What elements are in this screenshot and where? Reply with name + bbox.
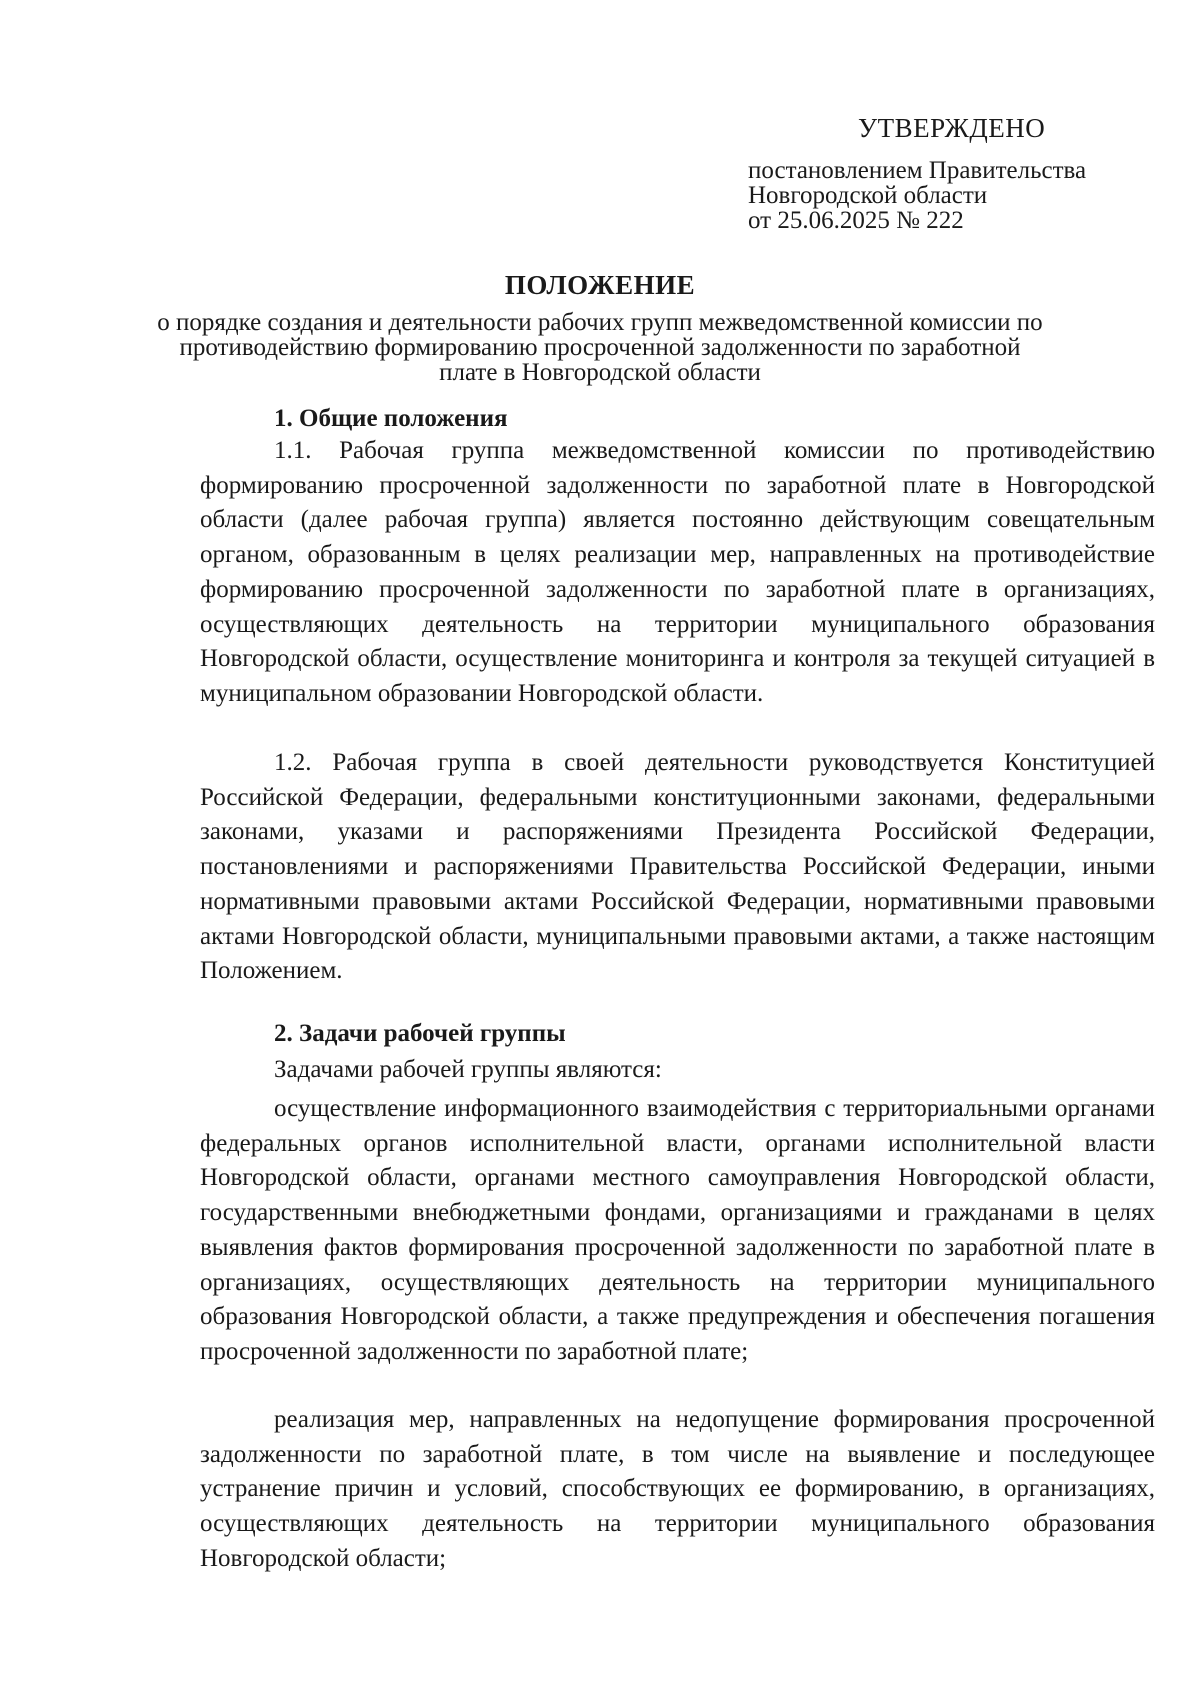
paragraph-1-1: 1.1. Рабочая группа межведомственной комиссии по противодействию формированию просроченной задолженности по заработной плате в Новгородской области (далее рабочая группа) является постоянно действующим совещательным органом, образованным в целях реализации мер, направленных на противодействие формированию просроченной задолженности по заработной плате в организациях, осуществляющих деятельность на территории муниципального образования Новгородской области, осуществление мониторинга и контроля за текущей ситуацией в муниципальном образовании Новгородской области. bbox=[200, 437, 1155, 707]
approval-line-3: от 25.06.2025 № 222 bbox=[748, 207, 964, 234]
approval-line-2: Новгородской области bbox=[748, 182, 988, 209]
document-title: ПОЛОЖЕНИЕ bbox=[504, 270, 696, 300]
approval-line-1: постановлением Правительства bbox=[748, 157, 1087, 184]
section-2-heading: 2. Задачи рабочей группы bbox=[274, 1020, 566, 1047]
paragraph-1-2: 1.2. Рабочая группа в своей деятельности руководствуется Конституцией Российской Федерации, федеральными конституционными законами, федеральными законами, указами и распоряжениями Президента Российской Федерации, постановлениями и распоряжениями Правительства Российской Федерации, иными нормативными правовыми актами Российской Федерации, нормативными правовыми актами Новгородской области, муниципальными правовыми актами, а также настоящим Положением. bbox=[200, 749, 1155, 985]
paragraph-2-item-2: реализация мер, направленных на недопущение формирования просроченной задолженности по заработной плате, в том числе на выявление и последующее устранение причин и условий, способствующих ее формированию, в организациях, осуществляющих деятельность на территории муниципального образования Новгородской области; bbox=[200, 1406, 1155, 1572]
section-2-lead: Задачами рабочей группы являются: bbox=[274, 1056, 662, 1083]
approval-stamp-title: УТВЕРЖДЕНО bbox=[858, 113, 1046, 143]
document-subtitle: о порядке создания и деятельности рабочих групп межведомственной комиссии по противодействию формированию просроченной задолженности по заработной плате в Новгородской области bbox=[157, 309, 1043, 386]
paragraph-2-item-1: осуществление информационного взаимодействия с территориальными органами федеральных органов исполнительной власти, органами исполнительной власти Новгородской области, органами местного самоуправления Новгородской области, государственными внебюджетными фондами, организациями и гражданами в целях выявления фактов формирования просроченной задолженности по заработной плате в организациях, осуществляющих деятельность на территории муниципального образования Новгородской области, а также предупреждения и обеспечения погашения просроченной задолженности по заработной плате; bbox=[200, 1095, 1155, 1365]
section-1-heading: 1. Общие положения bbox=[274, 405, 508, 432]
